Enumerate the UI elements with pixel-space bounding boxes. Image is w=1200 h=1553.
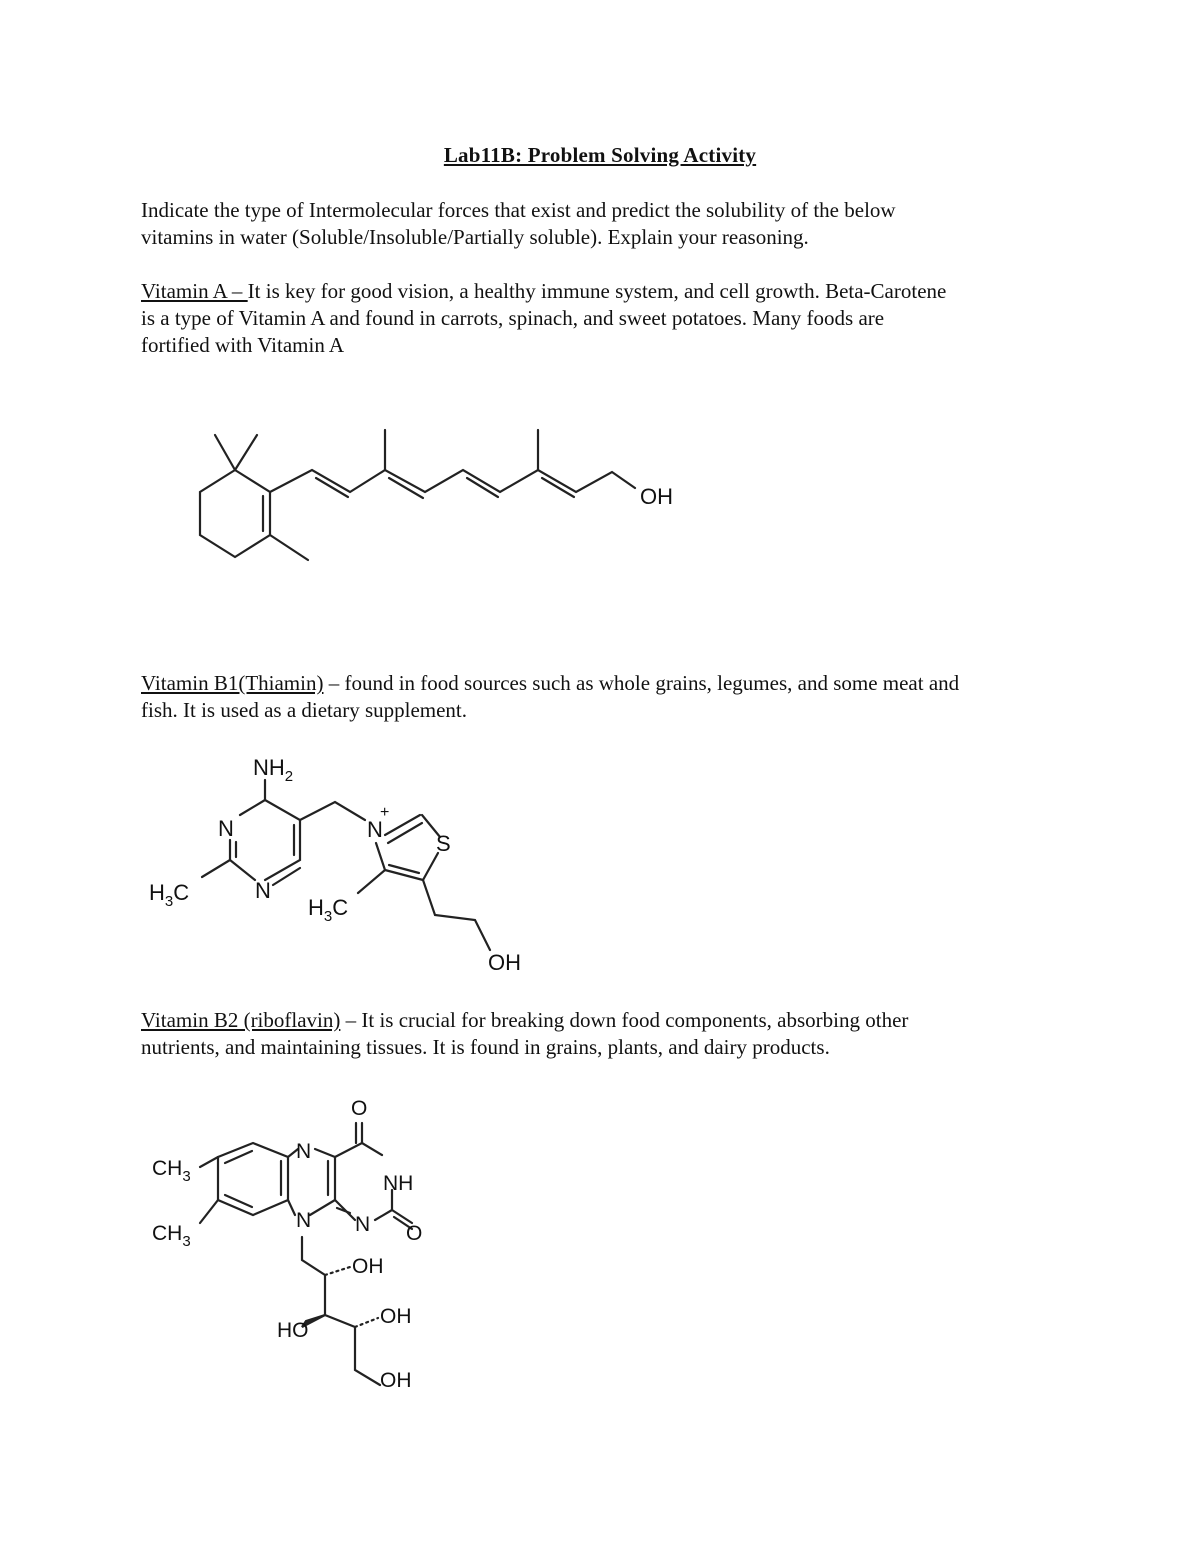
pyrazine-bond [315, 1149, 335, 1157]
nitrogen-label: N [218, 816, 234, 841]
methyl-bond [270, 535, 308, 560]
vitamin-b2-line-2: nutrients, and maintaining tissues. It is found in grains, plants, and dairy products. [141, 1035, 830, 1059]
instructions [141, 197, 1081, 251]
pyrimidine-bond [335, 1143, 362, 1157]
nitrogen-label: N [355, 1213, 371, 1236]
vitamin-a-line-3: fortified with Vitamin A [141, 333, 345, 357]
thiazole-bond [423, 853, 438, 880]
methyl-bond [200, 1200, 218, 1223]
vitamin-a-structure [180, 420, 700, 580]
vitamin-b1-heading: Vitamin B1(Thiamin) [141, 671, 324, 695]
hydroxyl-label: OH [640, 484, 673, 509]
vitamin-a-line-1: It is key for good vision, a healthy immune system, and cell growth. Beta-Carotene [247, 279, 947, 303]
page-title: Lab11B: Problem Solving Activity [443, 143, 757, 167]
vitamin-b2-structure [150, 1097, 450, 1405]
vitamin-b2-heading: Vitamin B2 (riboflavin) [141, 1008, 341, 1032]
thiazole-bond [376, 843, 385, 870]
hydroxyl-label: OH [380, 1305, 412, 1328]
chain-bonds [270, 470, 635, 492]
vitamin-b1-line-2: fish. It is used as a dietary supplement. [141, 698, 468, 722]
nitrogen-cation-label: N [367, 817, 383, 842]
methyl-bond [358, 870, 385, 893]
ring-bonds [200, 470, 270, 557]
thiazole-double-bond [388, 823, 422, 843]
pyrimidine-bond [230, 860, 255, 880]
methyl-label: $CH_3$ [152, 1222, 191, 1250]
vitamin-a-heading: Vitamin A – [141, 279, 248, 303]
nitrogen-label: N [255, 878, 271, 903]
nitrogen-label: N [296, 1140, 312, 1163]
instructions-line-1: Indicate the type of Intermolecular forces that exist and predict the solubility of the below [141, 198, 896, 222]
methyl-bond [235, 435, 257, 470]
pyrazine-bond [310, 1200, 335, 1215]
imide-label: NH [383, 1172, 414, 1195]
instructions-line-2: vitamins in water (Soluble/Insoluble/Partially soluble). Explain your reasoning. [141, 225, 809, 249]
pyrimidine-bond [240, 800, 265, 815]
methyl-bond [202, 860, 230, 877]
benzene-bonds [218, 1143, 288, 1215]
nitrogen-label: N [296, 1209, 312, 1232]
pyrimidine-bond [273, 868, 300, 885]
pyrazine-bond [288, 1200, 295, 1215]
methyl-bond [215, 435, 235, 470]
vitamin-b2-line-1: – It is crucial for breaking down food components, absorbing other [340, 1008, 909, 1032]
methyl-label: $H_3C$ [149, 880, 190, 910]
methyl-bond [200, 1157, 218, 1167]
methylene-bridge [300, 802, 365, 820]
hydroxyl-hash-bond [325, 1267, 350, 1275]
vitamin-b1-description [141, 670, 1081, 724]
hydroxyl-label: OH [488, 950, 521, 975]
vitamin-b2-description [141, 1007, 1081, 1061]
methyl-label: $CH_3$ [152, 1157, 191, 1185]
vitamin-b1-structure [140, 745, 560, 985]
vitamin-a-line-2: is a type of Vitamin A and found in carrots, spinach, and sweet potatoes. Many foods are [141, 306, 885, 330]
hydroxyethyl-bonds [423, 880, 490, 950]
hydroxyl-hash-bond [355, 1318, 378, 1327]
methyl-label: $H_3C$ [308, 895, 349, 925]
pyrimidine-bond [375, 1210, 392, 1220]
thiazole-bond [385, 815, 420, 835]
oxygen-label: O [406, 1222, 423, 1245]
amine-label: $NH_2$ [253, 755, 294, 785]
vitamin-a-description [141, 278, 1081, 359]
hydroxyl-label: HO [277, 1319, 309, 1342]
hydroxyl-label: OH [380, 1369, 412, 1392]
sulfur-label: S [436, 831, 451, 856]
vitamin-b1-line-1: – found in food sources such as whole grains, legumes, and some meat and [323, 671, 960, 695]
hydroxyl-label: OH [352, 1255, 384, 1278]
plus-charge-label: + [380, 804, 390, 821]
oxygen-label: O [351, 1097, 368, 1120]
pyrimidine-bond [362, 1143, 382, 1155]
